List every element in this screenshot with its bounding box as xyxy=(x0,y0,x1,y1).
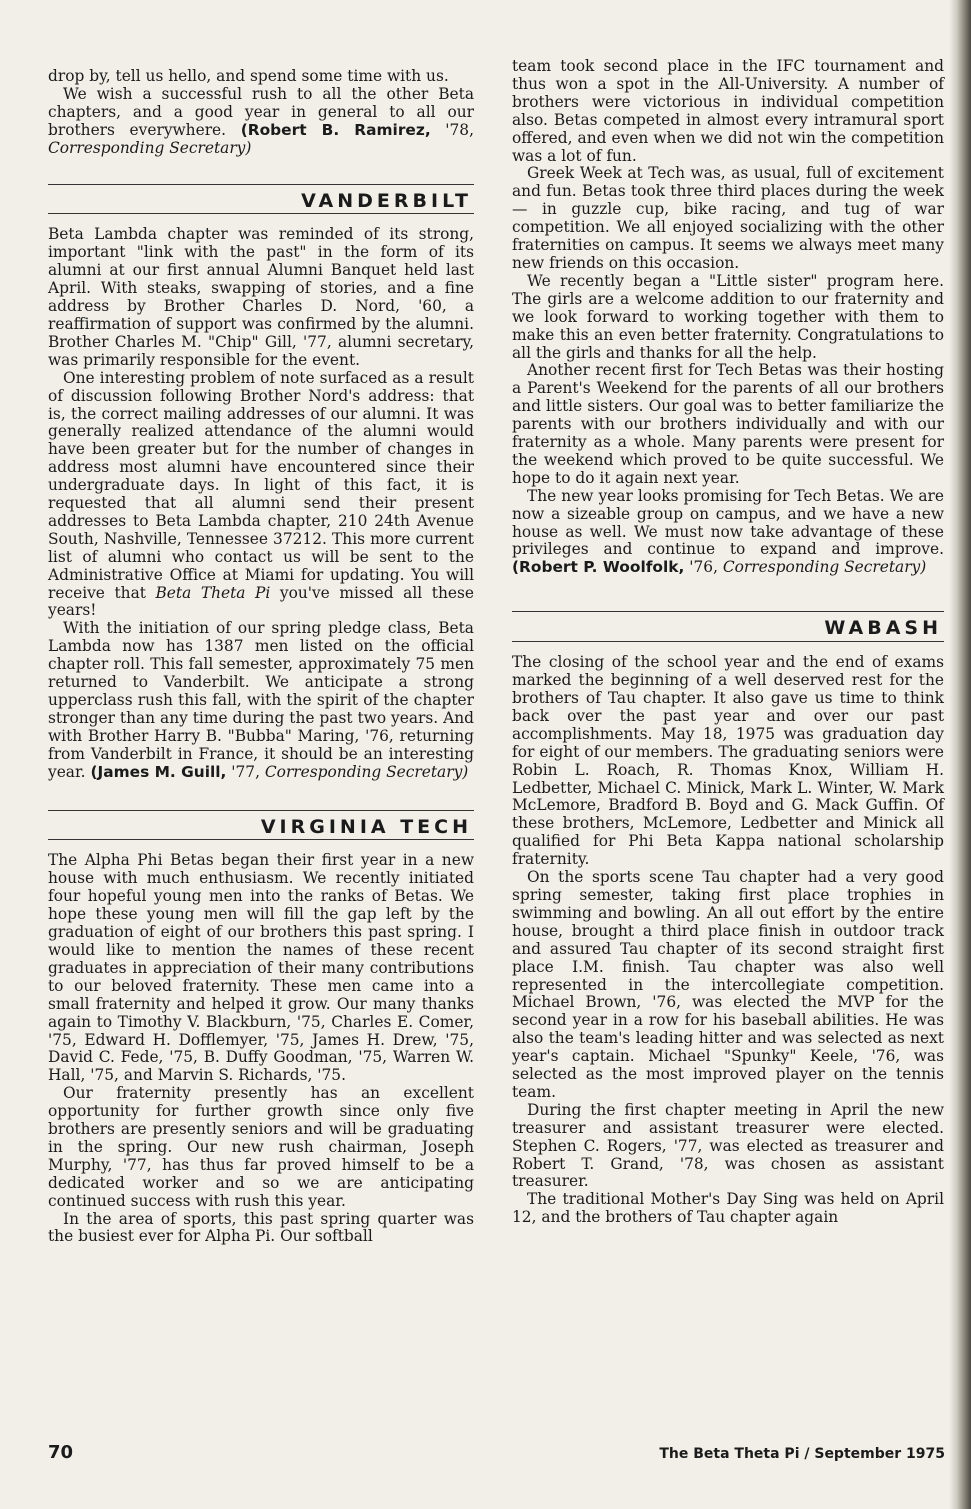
signature-year: '78, xyxy=(430,120,474,139)
signature-year: '76, xyxy=(684,558,718,577)
signature-year: '77, xyxy=(226,762,260,781)
section-rule xyxy=(48,839,474,840)
signature-title: Corresponding Secretary) xyxy=(264,762,469,781)
vanderbilt-section xyxy=(48,184,474,782)
left-column xyxy=(48,68,474,1246)
wabash-section xyxy=(512,611,944,1227)
article-paragraph: On the sports scene Tau chapter had a very good spring semester, taking first place trophies in swimming and bowling. An all out effort by the entire house, brought a third place finish in outdoor track and assured Tau chapter of its second straight first place I.M. finish. Tau chapter was also well represented in the intercollegiate competition. Michael Brown, '76, was elected the MVP for the second year in a row for his baseball abilities. He was also the team's leading hitter and was selected as next year's captain. Michael "Spunky" Keele, '76, was selected as the most improved player on the tennis team. xyxy=(512,868,944,1101)
intro-paragraph: drop by, tell us hello, and spend some time with us. xyxy=(48,67,449,85)
binding-edge-shadow xyxy=(949,0,971,1509)
signature-title: Corresponding Secretary) xyxy=(722,558,927,577)
article-paragraph: The closing of the school year and the end of exams marked the beginning of a well deserved rest for the brothers of Tau chapter. It also gave us time to think back over the past year and over our past accomplishments. May 18, 1975 was graduation day for eight of our members. The graduating seniors were Robin L. Roach, R. Thomas Knox, William H. Ledbetter, Michael C. Minick, Mark L. Winter, W. Mark McLemore, Bradford B. Boyd and G. Mack Guffin. Of these brothers, McLemore, Ledbetter and Minick all qualified for Phi Beta Kappa national scholarship fraternity. xyxy=(512,653,944,869)
signature-name: (Robert B. Ramirez, xyxy=(240,120,431,139)
page-number: 70 xyxy=(48,1442,74,1463)
article-paragraph: The new year looks promising for Tech Betas. We are now a sizeable group on campus, and we have a new house as well. We must now take advantage of these privileges and continue to expand and improve. (Robert P. Woolfolk, '76, Corresponding Secretary) xyxy=(512,486,944,577)
signature-title: Corresponding Secretary) xyxy=(48,138,252,157)
section-rule xyxy=(512,641,944,642)
article-paragraph: team took second place in the IFC tournament and thus won a spot in the All-University. A number of brothers were victorious in individual competition also. Betas competed in almost every intramural sport offered, and even when we did not win the competition was a lot of fun. xyxy=(512,57,944,165)
signature-name: (Robert P. Woolfolk, xyxy=(512,558,685,577)
article-paragraph: In the area of sports, this past spring quarter was the busiest ever for Alpha Pi. Our softball xyxy=(48,1209,474,1246)
article-paragraph: The traditional Mother's Day Sing was held on April 12, and the brothers of Tau chapter again xyxy=(512,1190,944,1227)
section-heading: VANDERBILT xyxy=(301,189,472,212)
article-paragraph: Greek Week at Tech was, as usual, full of excitement and fun. Betas took three third places during the week — in guzzle cup, bike racing, and tug of war competition. We all enjoyed socializing with the other fraternities on campus. It seems we always meet many new friends on this occasion. xyxy=(512,164,944,272)
article-paragraph: The Alpha Phi Betas began their first year in a new house with much enthusiasm. We recently initiated four hopeful young men into the ranks of Betas. We hope these young men will fill the gap left by the graduation of eight of our brothers this past spring. I would like to mention the names of these recent graduates in appreciation of their many contributions to our beloved fraternity. These men came into a small fraternity and helped it grow. Our many thanks again to Timothy V. Blackburn, '75, Charles E. Comer, '75, Edward H. Dofflemyer, '75, James H. Drew, '75, David C. Fede, '75, B. Duffy Goodman, '75, Warren W. Hall, '75, and Marvin S. Richards, '75. xyxy=(48,851,474,1085)
article-paragraph: Our fraternity presently has an excellent opportunity for further growth since only five brothers are presently seniors and will be graduating in the spring. Our new rush chairman, Joseph Murphy, '77, has thus far proved himself to be a dedicated worker and so we are anticipating continued success with rush this year. xyxy=(48,1084,474,1210)
signature-name: (James M. Guill, xyxy=(90,762,227,781)
article-paragraph: We recently began a "Little sister" program here. The girls are a welcome addition to our fraternity and we look forward to working together with them to make this an even better fraternity. Congratulations to all the girls and thanks for all the help. xyxy=(512,271,944,362)
right-column xyxy=(512,58,944,1227)
section-heading: VIRGINIA TECH xyxy=(260,815,472,838)
italic-phrase: Beta Theta Pi xyxy=(155,583,271,602)
section-heading: WABASH xyxy=(824,617,942,640)
article-paragraph: One interesting problem of note surfaced as a result of discussion following Brother Nord's address: that is, the correct mailing addresses of our alumni. It was generally realized attendance of the alumni would have been greater but for the number of changes in address most alumni have encountered since their undergraduate days. In light of this fact, it is requested that all alumni send their present addresses to Beta Lambda chapter, 210 24th Avenue South, Nashville, Tennessee 37212. This more current list of alumni who contact us will be sent to the Administrative Office at Miami for updating. You will receive that Beta Theta Pi you've missed all these years! xyxy=(48,368,474,620)
section-rule xyxy=(48,213,474,214)
intro-paragraph: We wish a successful rush to all the other Beta chapters, and a good year in general to all our brothers everywhere. (Robert B. Ramirez, '78, Corresponding Secretary) xyxy=(48,84,474,157)
publication-line: The Beta Theta Pi / September 1975 xyxy=(659,1446,945,1462)
article-paragraph: Another recent first for Tech Betas was their hosting a Parent's Weekend for the parents of all our brothers and little sisters. Our goal was to better familiarize the parents with our brothers individually and with our fraternity as a whole. Many parents were present for the weekend which proved to be quite successful. We hope to do it again next year. xyxy=(512,361,944,487)
article-paragraph: During the first chapter meeting in April the new treasurer and assistant treasurer were elected. Stephen C. Rogers, '77, was elected as treasurer and Robert T. Grand, '78, was chosen as assistant treasurer. xyxy=(512,1100,944,1191)
article-paragraph: Beta Lambda chapter was reminded of its strong, important "link with the past" in the form of its alumni at our first annual Alumni Banquet held last April. With steaks, swapping of stories, and a fine address by Brother Charles D. Nord, '60, a reaffirmation of support was confirmed by the alumni. Brother Charles M. "Chip" Gill, '77, alumni secretary, was primarily responsible for the event. xyxy=(48,225,474,369)
virginia-tech-section xyxy=(48,810,474,1247)
article-paragraph: With the initiation of our spring pledge class, Beta Lambda now has 1387 men listed on the official chapter roll. This fall semester, approximately 75 men returned to Vanderbilt. We anticipate a strong upperclass rush this fall, with the spirit of the chapter stronger than any time during the past two years. And with Brother Harry B. "Bubba" Maring, '76, returning from Vanderbilt in France, it should be an interesting year. (James M. Guill, '77, Corresponding Secretary) xyxy=(48,619,474,781)
